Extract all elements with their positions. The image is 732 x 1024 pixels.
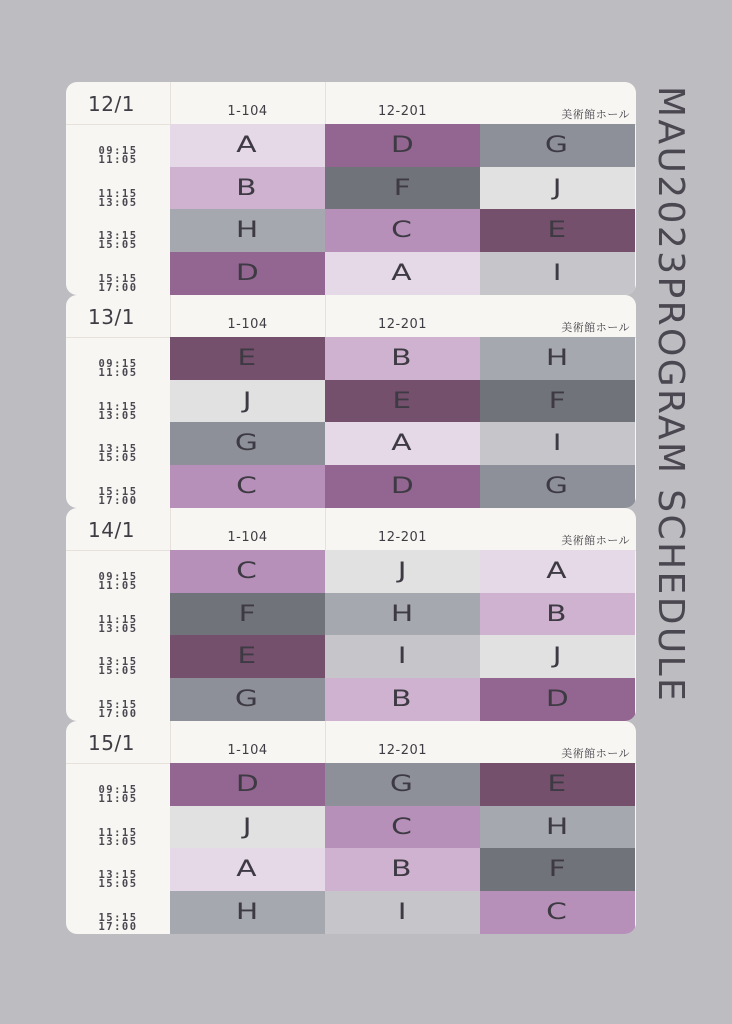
program-cell[interactable] bbox=[480, 593, 635, 636]
time-slot bbox=[66, 380, 170, 422]
program-code: G bbox=[545, 133, 570, 158]
program-code: I bbox=[552, 260, 563, 286]
program-cell[interactable] bbox=[170, 550, 325, 593]
program-code: A bbox=[236, 133, 259, 158]
time-start: 09:15 bbox=[98, 784, 138, 796]
program-code: A bbox=[236, 857, 259, 882]
room-label: 1-104 bbox=[227, 104, 268, 119]
program-code: D bbox=[235, 260, 260, 286]
day-header bbox=[66, 721, 636, 763]
program-code: E bbox=[547, 772, 568, 797]
program-cell[interactable] bbox=[170, 167, 325, 210]
program-code: B bbox=[546, 601, 569, 627]
room-label: 1-104 bbox=[227, 317, 268, 332]
time-slot bbox=[66, 167, 170, 209]
time-end: 17:00 bbox=[98, 920, 138, 933]
room-label: 美術館ホール bbox=[561, 747, 630, 760]
program-code: C bbox=[546, 899, 569, 925]
time-end: 15:05 bbox=[98, 665, 138, 677]
program-code: A bbox=[546, 559, 569, 584]
program-code: B bbox=[236, 175, 259, 201]
day-date: 15/1 bbox=[88, 731, 135, 755]
program-cell[interactable] bbox=[170, 124, 325, 167]
room-label: 12-201 bbox=[377, 104, 428, 119]
program-cell[interactable] bbox=[170, 252, 325, 296]
program-code: I bbox=[397, 644, 408, 669]
time-start: 11:15 bbox=[98, 187, 138, 200]
day-date: 13/1 bbox=[88, 305, 135, 329]
program-code: I bbox=[397, 899, 408, 925]
program-code: F bbox=[548, 388, 567, 414]
time-start: 09:15 bbox=[98, 571, 138, 583]
program-code: J bbox=[242, 814, 253, 840]
program-code: F bbox=[548, 857, 567, 882]
program-code: J bbox=[552, 644, 563, 669]
time-start: 15:15 bbox=[98, 485, 138, 498]
program-cell[interactable] bbox=[325, 124, 480, 167]
program-code: H bbox=[545, 814, 570, 840]
program-cell[interactable] bbox=[480, 380, 635, 423]
program-code: C bbox=[391, 814, 414, 840]
program-code: G bbox=[235, 686, 260, 712]
time-end: 13:05 bbox=[98, 196, 138, 209]
program-cell[interactable] bbox=[170, 806, 325, 849]
time-end: 15:05 bbox=[98, 878, 138, 890]
program-cell[interactable] bbox=[325, 337, 480, 380]
day-header bbox=[66, 82, 636, 124]
time-end: 11:05 bbox=[98, 367, 138, 379]
time-start: 11:15 bbox=[98, 826, 138, 839]
program-cell[interactable] bbox=[480, 550, 635, 593]
program-cell[interactable] bbox=[325, 550, 480, 593]
time-start: 09:15 bbox=[98, 145, 138, 157]
program-cell[interactable] bbox=[480, 635, 635, 678]
time-slot bbox=[66, 209, 170, 251]
program-cell[interactable] bbox=[170, 380, 325, 423]
program-cell[interactable] bbox=[170, 635, 325, 678]
program-code: G bbox=[235, 431, 260, 456]
time-end: 13:05 bbox=[98, 835, 138, 848]
program-code: H bbox=[235, 218, 260, 243]
program-code: G bbox=[545, 473, 570, 499]
time-start: 13:15 bbox=[98, 656, 138, 668]
day-block bbox=[66, 721, 636, 934]
time-slot bbox=[66, 763, 170, 805]
program-code: D bbox=[235, 772, 260, 797]
time-end: 11:05 bbox=[98, 580, 138, 592]
time-slot bbox=[66, 891, 170, 933]
program-cell[interactable] bbox=[170, 465, 325, 509]
program-cell[interactable] bbox=[480, 167, 635, 210]
day-header bbox=[66, 508, 636, 550]
program-code: J bbox=[552, 175, 563, 201]
time-slot bbox=[66, 678, 170, 720]
program-code: J bbox=[242, 388, 253, 414]
time-start: 11:15 bbox=[98, 400, 138, 413]
room-label: 美術館ホール bbox=[561, 321, 630, 334]
program-code: B bbox=[391, 346, 414, 371]
program-code: C bbox=[236, 473, 259, 499]
time-slot bbox=[66, 635, 170, 677]
program-code: E bbox=[392, 388, 413, 414]
program-cell[interactable] bbox=[480, 422, 635, 465]
program-cell[interactable] bbox=[480, 891, 635, 935]
program-cell[interactable] bbox=[325, 593, 480, 636]
day-block bbox=[66, 82, 636, 295]
time-slot bbox=[66, 465, 170, 507]
program-cell[interactable] bbox=[325, 252, 480, 296]
day-block bbox=[66, 295, 636, 508]
room-label: 美術館ホール bbox=[561, 108, 630, 121]
program-cell[interactable] bbox=[325, 209, 480, 252]
program-code: E bbox=[237, 644, 258, 669]
schedule-title bbox=[648, 86, 692, 938]
time-end: 15:05 bbox=[98, 452, 138, 464]
time-start: 11:15 bbox=[98, 613, 138, 626]
program-code: D bbox=[390, 473, 415, 499]
time-start: 09:15 bbox=[98, 358, 138, 370]
time-end: 17:00 bbox=[98, 707, 138, 720]
time-start: 13:15 bbox=[98, 443, 138, 455]
time-end: 15:05 bbox=[98, 239, 138, 251]
program-code: C bbox=[391, 218, 414, 243]
time-slot bbox=[66, 848, 170, 890]
room-label: 12-201 bbox=[377, 743, 428, 758]
program-cell[interactable] bbox=[480, 678, 635, 722]
program-code: G bbox=[390, 772, 415, 797]
program-code: B bbox=[391, 686, 414, 712]
time-start: 15:15 bbox=[98, 272, 138, 285]
time-slot bbox=[66, 550, 170, 592]
time-end: 17:00 bbox=[98, 494, 138, 507]
time-end: 11:05 bbox=[98, 793, 138, 805]
program-cell[interactable] bbox=[325, 848, 480, 891]
program-cell[interactable] bbox=[170, 763, 325, 806]
time-start: 13:15 bbox=[98, 869, 138, 881]
program-cell[interactable] bbox=[325, 806, 480, 849]
time-start: 15:15 bbox=[98, 911, 138, 924]
program-cell[interactable] bbox=[480, 763, 635, 806]
room-label: 美術館ホール bbox=[561, 534, 630, 547]
program-code: F bbox=[238, 601, 257, 627]
program-cell[interactable] bbox=[170, 848, 325, 891]
program-cell[interactable] bbox=[480, 848, 635, 891]
program-cell[interactable] bbox=[170, 891, 325, 935]
program-code: A bbox=[391, 431, 414, 456]
program-cell[interactable] bbox=[325, 465, 480, 509]
program-code: C bbox=[236, 559, 259, 584]
program-code: E bbox=[547, 218, 568, 243]
program-code: H bbox=[545, 346, 570, 371]
time-end: 17:00 bbox=[98, 281, 138, 294]
program-code: D bbox=[390, 133, 415, 158]
program-cell[interactable] bbox=[170, 422, 325, 465]
program-cell[interactable] bbox=[480, 806, 635, 849]
program-cell[interactable] bbox=[325, 678, 480, 722]
time-slot bbox=[66, 124, 170, 166]
room-label: 1-104 bbox=[227, 743, 268, 758]
room-label: 1-104 bbox=[227, 530, 268, 545]
program-cell[interactable] bbox=[480, 465, 635, 509]
program-cell[interactable] bbox=[325, 763, 480, 806]
time-slot bbox=[66, 593, 170, 635]
program-code: F bbox=[393, 175, 412, 201]
time-end: 13:05 bbox=[98, 622, 138, 635]
time-end: 11:05 bbox=[98, 154, 138, 166]
program-code: A bbox=[391, 260, 414, 286]
time-slot bbox=[66, 806, 170, 848]
program-cell[interactable] bbox=[480, 209, 635, 252]
program-cell[interactable] bbox=[170, 337, 325, 380]
time-slot bbox=[66, 252, 170, 294]
program-code: E bbox=[237, 346, 258, 371]
day-header bbox=[66, 295, 636, 337]
program-cell[interactable] bbox=[325, 167, 480, 210]
program-cell[interactable] bbox=[325, 635, 480, 678]
program-code: H bbox=[390, 601, 415, 627]
program-code: D bbox=[545, 686, 570, 712]
day-date: 14/1 bbox=[88, 518, 135, 542]
schedule-title-text: MAU2023PROGRAM SCHEDULE bbox=[650, 86, 691, 704]
program-cell[interactable] bbox=[325, 380, 480, 423]
program-code: I bbox=[552, 431, 563, 456]
room-label: 12-201 bbox=[377, 317, 428, 332]
day-block bbox=[66, 508, 636, 721]
program-cell[interactable] bbox=[170, 593, 325, 636]
program-code: J bbox=[397, 559, 408, 584]
program-cell[interactable] bbox=[480, 337, 635, 380]
room-label: 12-201 bbox=[377, 530, 428, 545]
time-start: 15:15 bbox=[98, 698, 138, 711]
program-code: B bbox=[391, 857, 414, 882]
time-slot bbox=[66, 337, 170, 379]
program-cell[interactable] bbox=[325, 422, 480, 465]
program-cell[interactable] bbox=[170, 209, 325, 252]
program-code: H bbox=[235, 899, 260, 925]
time-slot bbox=[66, 422, 170, 464]
program-cell[interactable] bbox=[480, 124, 635, 167]
time-end: 13:05 bbox=[98, 409, 138, 422]
program-cell[interactable] bbox=[325, 891, 480, 935]
program-cell[interactable] bbox=[480, 252, 635, 296]
program-cell[interactable] bbox=[170, 678, 325, 722]
day-date: 12/1 bbox=[88, 92, 135, 116]
time-start: 13:15 bbox=[98, 230, 138, 242]
